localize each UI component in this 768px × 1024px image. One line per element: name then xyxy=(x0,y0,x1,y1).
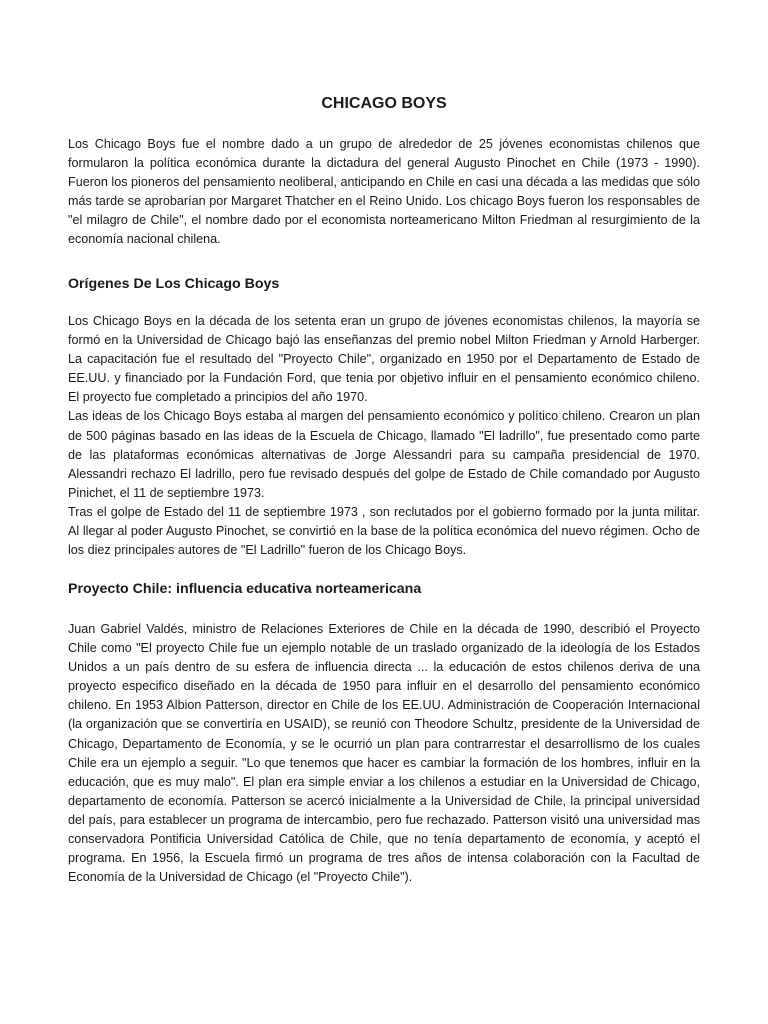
document-page xyxy=(68,0,700,1024)
paragraph: Los Chicago Boys en la década de los setenta eran un grupo de jóvenes economistas chilenos, la mayoría se formó en la Universidad de Chicago bajó las enseñanzas del premio nobel Milton Friedman y Arnold Harberger. La capacitación fue el resultado del "Proyecto Chile", organizado en 1950 por el Departamento de Estado de EE.UU. y financiado por la Fundación Ford, que tenia por objetivo influir en el pensamiento económico chileno. El proyecto fue completado a principios del año 1970. xyxy=(68,314,700,405)
paragraph: Tras el golpe de Estado del 11 de septiembre 1973 , son reclutados por el gobierno formado por la junta militar. Al llegar al poder Augusto Pinochet, se convirtió en la base de la política económica del nuevo régimen. Ocho de los diez principales autores de "El Ladrillo" fueron de los Chicago Boys. xyxy=(68,504,700,558)
section-body-origenes xyxy=(68,312,700,560)
intro-paragraph: Los Chicago Boys fue el nombre dado a un grupo de alrededor de 25 jóvenes economistas chilenos que formularon la política económica durante la dictadura del general Augusto Pinochet en Chile (1973 - 1990). Fueron los pioneros del pensamiento neoliberal, anticipando en Chile en casi una década a las medidas que sólo más tarde se aprobarían por Margaret Thatcher en el Reino Unido. Los chicago Boys fueron los responsables de "el milagro de Chile", el nombre dado por el economista norteamericano Milton Friedman al resurgimiento de la economía nacional chilena. xyxy=(68,137,700,247)
section-heading-origenes: Orígenes De Los Chicago Boys xyxy=(68,276,280,292)
paragraph: Juan Gabriel Valdés, ministro de Relaciones Exteriores de Chile en la década de 1990, describió el Proyecto Chile como "El proyecto Chile fue un ejemplo notable de un traslado organizado de la ideología de los Estados Unidos a un país dentro de su esfera de influencia directa ... la educación de estos chilenos deriva de una proyecto especifico diseñado en la década de 1950 para influir en el desarrollo del pensamiento económico chileno. En 1953 Albion Patterson, director en Chile de los EE.UU. Administración de Cooperación Internacional (la organización que se convertiría en USAID), se reunió con Theodore Schultz, presidente de la Universidad de Chicago, Departamento de Economía, y se le ocurrió un plan para contrarrestar el desarrollismo de los cuales Chile era un ejemplo a seguir. "Lo que tenemos que hacer es cambiar la formación de los hombres, influir en la educación, que es muy malo". El plan era simple enviar a los chilenos a estudiar en la Universidad de Chicago, departamento de economía. Patterson se acercó inicialmente a la Universidad de Chile, la principal universidad del país, para establecer un programa de intercambio, pero fue rechazado. Patterson visitó una universidad mas conservadora Pontificia Universidad Católica de Chile, que no tenía departamento de economía, y aceptó el programa. En 1956, la Escuela firmó un programa de tres años de intensa colaboración con la Facultad de Economía de la Universidad de Chicago (el "Proyecto Chile"). xyxy=(68,622,700,885)
document-title: CHICAGO BOYS xyxy=(321,95,447,112)
paragraph: Las ideas de los Chicago Boys estaba al margen del pensamiento económico y político chileno. Crearon un plan de 500 páginas basado en las ideas de la Escuela de Chicago, llamado "El ladrillo", fue presentado como parte de las plataformas económicas alternativas de Jorge Alessandri para su campaña presidencial de 1970. Alessandri rechazo El ladrillo, pero fue revisado después del golpe de Estado de Chile comandado por Augusto Pinichet, el 11 de septiembre 1973. xyxy=(68,409,700,500)
section-heading-proyecto-chile: Proyecto Chile: influencia educativa norteamericana xyxy=(68,581,422,597)
section-body-proyecto-chile xyxy=(68,620,700,887)
